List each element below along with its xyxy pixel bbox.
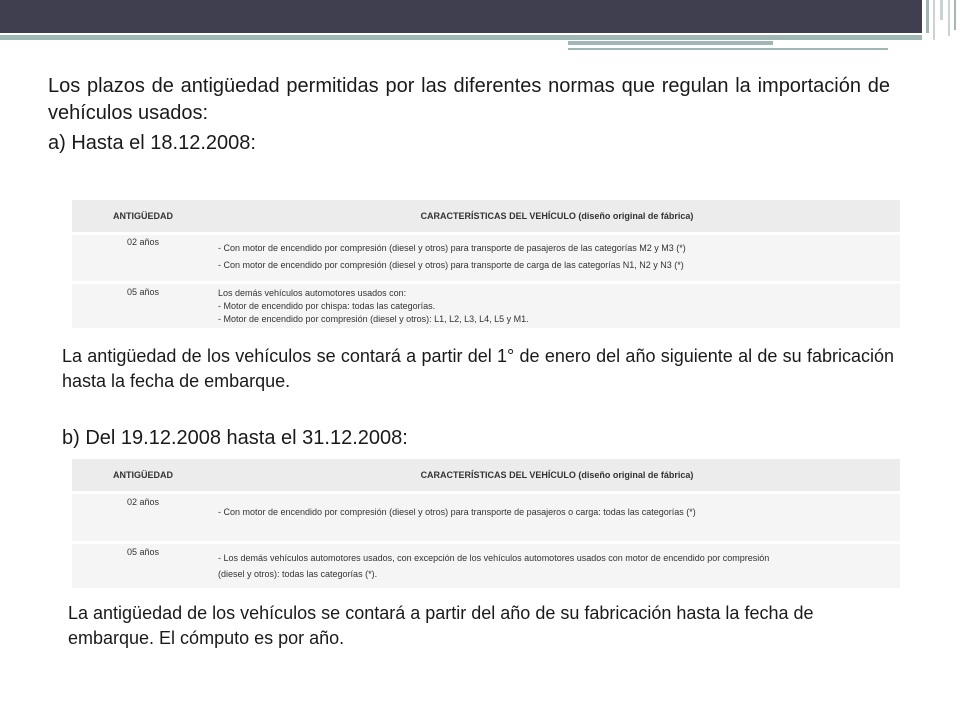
row-line: Los demás vehículos automotores usados con:: [218, 288, 407, 298]
table-row: [72, 235, 900, 281]
regulation-table-b: [72, 459, 900, 588]
top-accent-line-thin: [568, 48, 888, 50]
header-antiguedad: ANTIGÜEDAD: [72, 459, 214, 491]
row-age: 05 años: [72, 284, 214, 328]
corner-stripe: [940, 0, 943, 20]
row-line: (diesel y otros): todas las categorías (*).: [218, 569, 378, 579]
row-line: - Motor de encendido por compresión (diesel y otros): L1, L2, L3, L4, L5 y M1.: [218, 314, 529, 324]
section-a-note: La antigüedad de los vehículos se contará a partir del 1° de enero del año siguiente al de su fabricación hasta la fecha de embarque.: [62, 346, 894, 391]
header-caracteristicas: CARACTERÍSTICAS DEL VEHÍCULO (diseño original de fábrica): [214, 459, 900, 491]
corner-stripe: [954, 0, 956, 30]
table-row: [72, 544, 900, 588]
row-line: - Con motor de encendido por compresión (diesel y otros) para transporte de pasajeros de las categorías M2 y M3 (*): [218, 243, 686, 253]
top-accent-line-short: [568, 41, 773, 45]
row-age: 02 años: [72, 494, 214, 541]
section-a-heading: a) Hasta el 18.12.2008:: [48, 132, 256, 154]
header-caracteristicas: CARACTERÍSTICAS DEL VEHÍCULO (diseño original de fábrica): [214, 200, 900, 232]
header-antiguedad: ANTIGÜEDAD: [72, 200, 214, 232]
row-age: 02 años: [72, 235, 214, 281]
table-row: [72, 494, 900, 541]
regulation-table-a: [72, 200, 900, 328]
table-row: [72, 284, 900, 328]
top-accent-line: [0, 35, 922, 40]
row-line: - Con motor de encendido por compresión (diesel y otros) para transporte de pasajeros o carga: todas las categorías (*): [218, 507, 696, 517]
table-header-row: [72, 459, 900, 491]
row-line: - Los demás vehículos automotores usados, con excepción de los vehículos automotores usados con motor de encendido por compresión: [218, 553, 770, 563]
section-b-note: La antigüedad de los vehículos se contará a partir del año de su fabricación hasta la fecha de embarque. El cómputo es por año.: [68, 603, 814, 648]
top-bar: [0, 0, 922, 33]
row-line: - Con motor de encendido por compresión (diesel y otros) para transporte de carga de las categorías N1, N2 y N3 (*): [218, 260, 684, 270]
section-b-heading: b) Del 19.12.2008 hasta el 31.12.2008:: [62, 427, 408, 449]
corner-stripe: [933, 0, 935, 40]
table-header-row: [72, 200, 900, 232]
intro-text: Los plazos de antigüedad permitidas por las diferentes normas que regulan la importación de vehículos usados:: [48, 75, 890, 124]
corner-stripe: [948, 0, 950, 36]
corner-stripe: [926, 0, 929, 33]
row-age: 05 años: [72, 544, 214, 588]
row-line: - Motor de encendido por chispa: todas las categorías.: [218, 301, 436, 311]
